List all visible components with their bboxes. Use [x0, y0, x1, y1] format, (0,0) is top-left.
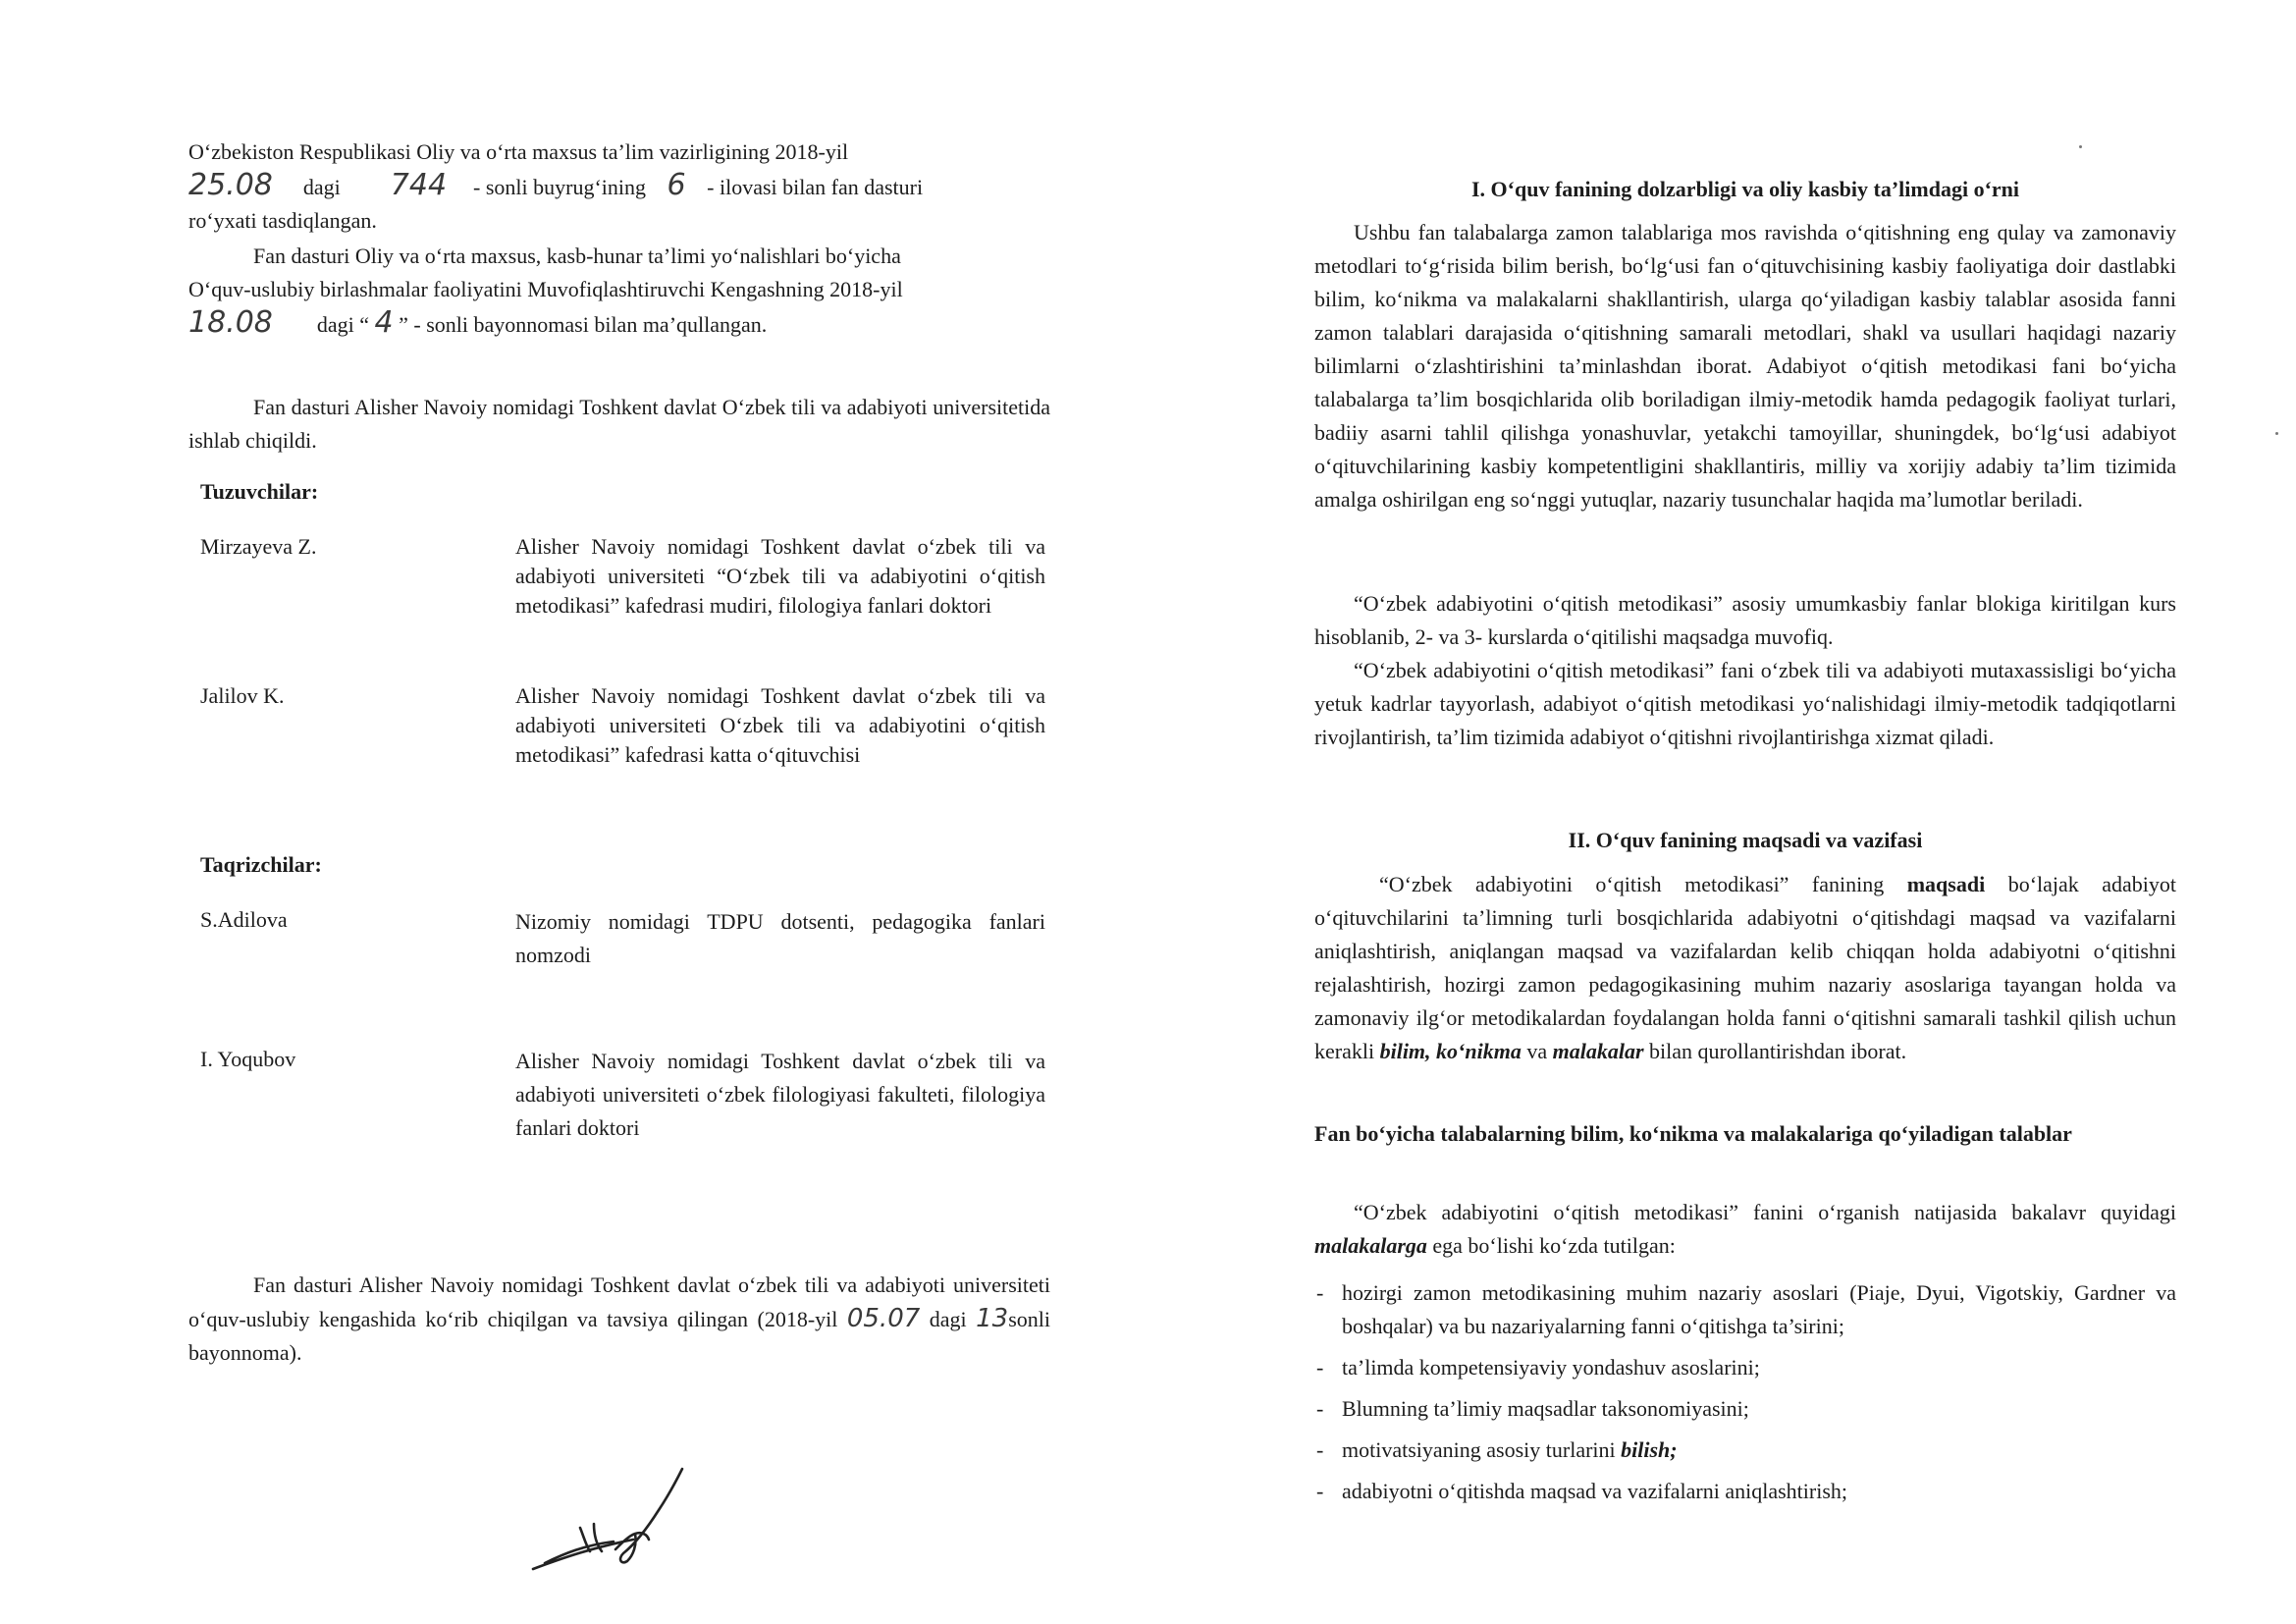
reviewer-name: I. Yoqubov: [200, 1047, 296, 1071]
order-text: - sonli buyrug‘ining: [473, 175, 647, 199]
recommendation-end: sonli bayonnoma).: [188, 1307, 1050, 1365]
recommendation-statement: [188, 1269, 1050, 1370]
right-page: [1148, 0, 2296, 1624]
section-1-title: I. O‘quv fanining dolzarbligi va oliy kasbiy ta’limdagi o‘rni: [1470, 177, 2020, 201]
list-item: - motivatsiyaning asosiy turlarini bilish;: [1316, 1437, 1678, 1462]
handwritten-signature-icon: [525, 1463, 702, 1581]
compiler-description: Alisher Navoiy nomidagi Toshkent davlat o‘zbek tili va adabiyoti universiteti “O‘zbek tili va adabiyotini o‘qitish metodikasi” kafedrasi mudiri, filologiya fanlari doktori: [515, 534, 1045, 618]
section-1-paragraph: “O‘zbek adabiyotini o‘qitish metodikasi” asosiy umumkasbiy fanlar blokiga kiritilgan kurs hisoblanib, 2- va 3- kurslarda o‘qitilishi maqsadga muvofiq.: [1314, 591, 2176, 649]
approval-ministry: [188, 135, 1050, 238]
reviewer-name: S.Adilova: [200, 907, 288, 932]
scan-speck: [2079, 145, 2082, 148]
scan-speck: [2275, 432, 2278, 435]
handwritten-council-number: 4: [374, 305, 394, 340]
council-end-text: ” - sonli bayonnomasi bilan ma’qullangan.: [399, 312, 768, 337]
list-item: - adabiyotni o‘qitishda maqsad va vazifalarni aniqlashtirish;: [1316, 1479, 1848, 1503]
handwritten-annex-number: 6: [667, 168, 686, 202]
council-dagi: dagi “: [316, 312, 370, 337]
developed-statement: Fan dasturi Alisher Navoiy nomidagi Toshkent davlat O‘zbek tili va adabiyoti universitetida ishlab chiqildi.: [188, 395, 1050, 453]
approval-ministry-line1: O‘zbekiston Respublikasi Oliy va o‘rta maxsus ta’lim vazirligining 2018-yil: [188, 139, 849, 164]
requirements-heading: Fan bo‘yicha talabalarning bilim, ko‘nikma va malakalariga qo‘yiladigan talablar: [1314, 1121, 2072, 1146]
recommendation-dagi: dagi: [929, 1307, 967, 1331]
list-item: - hozirgi zamon metodikasining muhim nazariy asoslari (Piaje, Dyui, Vigotskiy, Gardner va boshqalar) va bu nazariyalarning fanni o‘qitishga ta’sirini;: [1316, 1280, 2176, 1338]
section-1-paragraph: Ushbu fan talabalarga zamon talablariga mos ravishda o‘qitishning eng qulay va zamonaviy metodlari to‘g‘risida bilim berish, bo‘lg‘usi fan o‘qituvchisining kasbiy faoliyatiga doir dastlabki bilim, ko‘nikma va malakalarni shakllantirish, ularga qo‘yiladigan kasbiy talablar asosida fanni zamon talablari darajasida o‘qitishning samarali metodlari, shakl va usullari haqidagi nazariy bilimlarni o‘zlashtirishini ta’minlashdan iborat. Adabiyot o‘qitish metodikasi fani bo‘yicha talabalarga ta’lim bosqichlarida olib boriladigan ilmiy-metodik hamda pedagogik faoliyat turlari, badiiy asarni tahlil qilishga yonashuvlar, yetakchi tamoyillar, shuningdek, bo‘lg‘usi adabiyot o‘qituvchilarining kasbiy kompetentligini shakllantiris, milliy va xorijiy adabiy ta’lim tizimida amalga oshirilgan eng so‘nggi yutuqlar, nazariy tusunchalar haqida ma’lumotlar beriladi.: [1314, 220, 2176, 512]
section-1-paragraph: “O‘zbek adabiyotini o‘qitish metodikasi” fani o‘zbek tili va adabiyoti mutaxassisligi bo‘yicha yetuk kadrlar tayyorlash, adabiyot o‘qitish metodikasi yo‘nalishidagi ilmiy-metodik tadqiqotlarni rivojlantirish, ta’lim tizimida adabiyot o‘qitishni rivojlantirishga xizmat qiladi.: [1314, 658, 2176, 749]
compiler-description: Alisher Navoiy nomidagi Toshkent davlat o‘zbek tili va adabiyoti universiteti O‘zbek tili va adabiyotini o‘qitish metodikasi” kafedrasi katta o‘qituvchisi: [515, 683, 1045, 767]
list-item: - Blumning ta’limiy maqsadlar taksonomiyasini;: [1316, 1396, 1749, 1421]
section-2-goal-paragraph: “O‘zbek adabiyotini o‘qitish metodikasi” fanining maqsadi bo‘lajak adabiyot o‘qituvchilarini ta’limning turli bosqichlarida adabiyotni o‘qitishdagi maqsad va vazifalarni aniqlashtirish, aniqlangan maqsad va vazifalardan kelib chiqqan holda adabiyotni o‘qitishni rejalashtirish, hozirgi zamon pedagogikasining muhim nazariy asoslariga tayangan holda va zamonaviy ilg‘or metodikalardan foydalangan holda fanni o‘qitishni samarali tashkil qilish uchun kerakli bilim, ko‘nikma va malakalar bilan qurollantirishdan iborat.: [1314, 872, 2176, 1063]
handwritten-order-number: 744: [390, 168, 448, 202]
requirements-intro: “O‘zbek adabiyotini o‘qitish metodikasi” fanini o‘rganish natijasida bakalavr quyidagi malakalarga ega bo‘lishi ko‘zda tutilgan:: [1314, 1200, 2176, 1258]
approval-council-line1: Fan dasturi Oliy va o‘rta maxsus, kasb-hunar ta’limi yo‘nalishlari bo‘yicha: [253, 244, 901, 268]
handwritten-recommendation-date: 05.07: [846, 1304, 921, 1333]
compilers-heading: Tuzuvchilar:: [200, 479, 319, 504]
section-2-title: II. O‘quv fanining maqsadi va vazifasi: [1568, 828, 1923, 852]
compiler-name: Mirzayeva Z.: [200, 534, 317, 559]
approval-ministry-line3: ro‘yxati tasdiqlangan.: [188, 208, 377, 233]
reviewers-heading: Taqrizchilar:: [200, 852, 322, 877]
requirements-list: [1316, 1276, 2176, 1516]
recommendation-text: Fan dasturi Alisher Navoiy nomidagi Toshkent davlat o‘zbek tili va adabiyoti universiteti o‘quv-uslubiy kengashida ko‘rib chiqilgan va tavsiya qilingan (2018-yil: [188, 1272, 1050, 1331]
annex-text: - ilovasi bilan fan dasturi: [707, 175, 924, 199]
approval-council-line2: O‘quv-uslubiy birlashmalar faoliyatini Muvofiqlashtiruvchi Kengashning 2018-yil: [188, 277, 903, 301]
approval-council: [188, 240, 1050, 342]
handwritten-recommendation-number: 13: [976, 1304, 1009, 1333]
list-item: - ta’limda kompetensiyaviy yondashuv asoslarini;: [1316, 1355, 1760, 1380]
dagi-label: dagi: [302, 175, 341, 199]
handwritten-council-date: 18.08: [188, 305, 273, 340]
reviewer-description: Nizomiy nomidagi TDPU dotsenti, pedagogika fanlari nomzodi: [515, 909, 1045, 967]
reviewer-description: Alisher Navoiy nomidagi Toshkent davlat o‘zbek tili va adabiyoti universiteti o‘zbek filologiyasi fakulteti, filologiya fanlari doktori: [515, 1049, 1045, 1140]
handwritten-date: 25.08: [188, 168, 273, 202]
compiler-name: Jalilov K.: [200, 683, 285, 708]
